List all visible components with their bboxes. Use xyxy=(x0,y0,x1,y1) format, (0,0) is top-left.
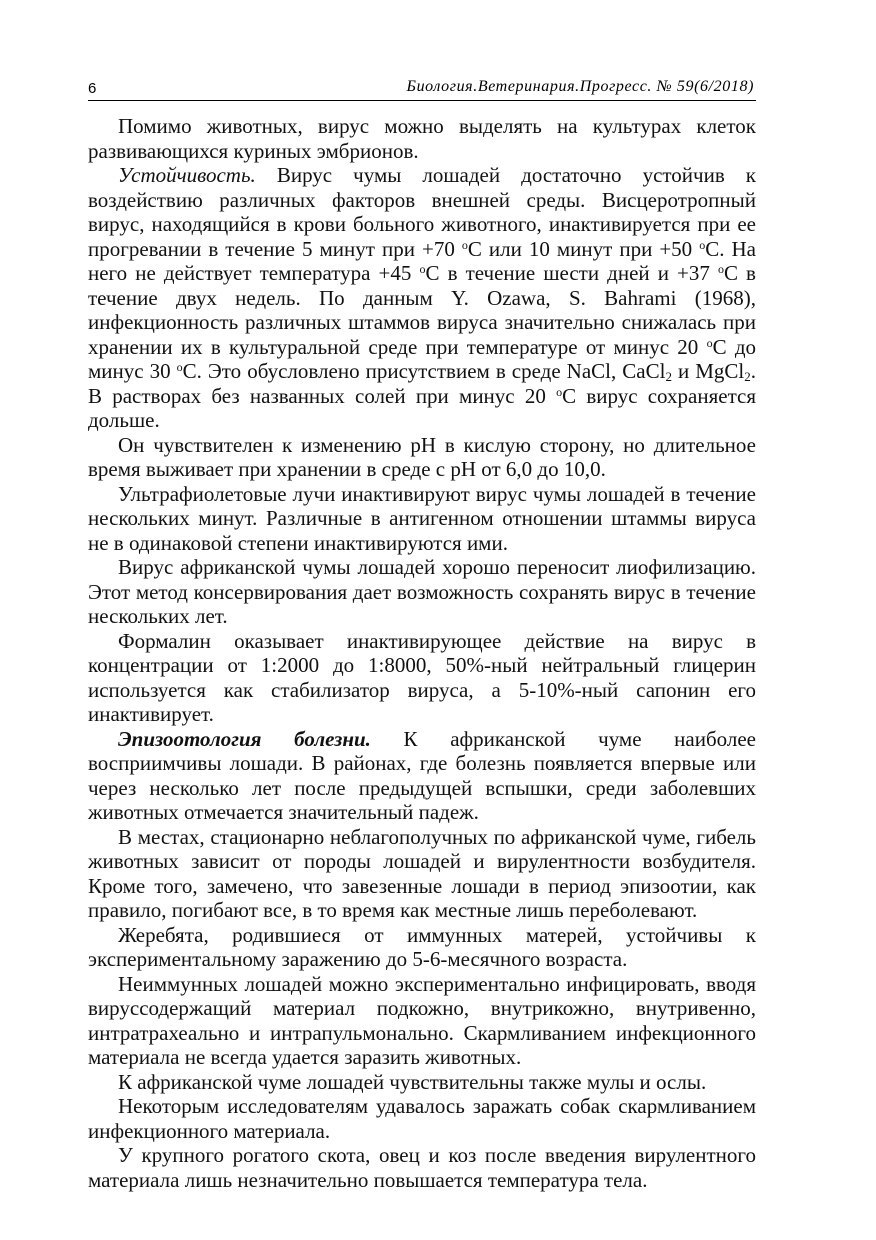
paragraph-cattle: У крупного рогатого скота, овец и коз после введения вирулентного материала лишь незначительно повышается температура тела. xyxy=(88,1143,756,1192)
page-number: 6 xyxy=(88,80,97,97)
degree-sign: о xyxy=(556,384,563,399)
text-run: К африканской чуме наиболее восприимчивы лошади. В районах, где болезнь появляется впервые или через несколько лет после предыдущей вспышки, среди заболевших животных отмечается значительный падеж. xyxy=(88,726,756,824)
degree-sign: о xyxy=(706,335,713,350)
paragraph-lyophilization: Вирус африканской чумы лошадей хорошо переносит лиофилизацию. Этот метод консервирования дает возможность сохранять вирус в течение нескольких лет. xyxy=(88,555,756,628)
text-run: С вирус сохраняется дольше. xyxy=(88,383,756,432)
degree-sign: о xyxy=(717,262,724,276)
running-header xyxy=(88,78,756,101)
paragraph-formalin: Формалин оказывает инактивирующее действие на вирус в концентрации от 1:2000 до 1:8000, 50%-ный нейтральный глицерин используется как стабилизатор вируса, а 5-10%-ный сапонин его инактивирует. xyxy=(88,628,756,726)
section-heading-stability: Устойчивость. xyxy=(118,163,256,187)
section-heading-epizootology: Эпизоотология болезни. xyxy=(118,726,371,751)
text-run: С или 10 минут при +50 xyxy=(467,236,700,261)
paragraph-infection-routes: Неиммунных лошадей можно экспериментально инфицировать, вводя вируссодержащий материал подкожно, внутрикожно, внутривенно, интратрахеально и интрапульмонально. Скармливанием инфекционного материала не всегда удается заразить животных. xyxy=(88,971,756,1069)
article-body xyxy=(88,114,756,1192)
paragraph-endemic: В местах, стационарно неблагополучных по африканской чуме, гибель животных зависит от породы лошадей и вирулентности возбудителя. Кроме того, замечено, что завезенные лошади в период эпизоотии, как правило, погибают все, в то время как местные лишь переболевают. xyxy=(88,824,756,922)
degree-sign: о xyxy=(176,360,183,374)
text-run: С. Это обусловлено присутствием в среде NaCl, CaCl xyxy=(182,359,666,383)
text-run: С в течение шести дней и +37 xyxy=(425,261,718,285)
subscript-two: 2 xyxy=(665,369,672,384)
journal-title: Биология.Ветеринария.Прогресс. № 59(6/2018) xyxy=(406,78,754,95)
paragraph-ph: Он чувствителен к изменению pH в кислую сторону, но длительное время выживает при хранении в среде с pH от 6,0 до 10,0. xyxy=(88,432,756,481)
paragraph-culture: Помимо животных, вирус можно выделять на культурах клеток развивающихся куриных эмбрионов. xyxy=(88,114,756,163)
text-run: С в течение двух недель. По данным Y. Ozawa, S. Bahrami (1968), инфекционность различных штаммов вируса значительно снижалась при хранении их в культуральной среде при температуре от минус 20 xyxy=(88,261,756,359)
paragraph-mules: К африканской чуме лошадей чувствительны также мулы и ослы. xyxy=(118,1069,707,1094)
paragraph-epizootology xyxy=(88,727,756,825)
text-run: . В растворах без названных солей при минус 20 xyxy=(88,359,756,408)
text-run: С. На него не действует температура +45 xyxy=(88,236,756,285)
degree-sign: о xyxy=(461,237,468,252)
paragraph-foals: Жеребята, родившиеся от иммунных матерей, устойчивы к экспериментальному заражению до 5-6-месячного возраста. xyxy=(88,922,756,971)
paragraph-ultraviolet: Ультрафиолетовые лучи инактивируют вирус чумы лошадей в течение нескольких минут. Различные в антигенном отношении штаммы вируса не в одинаковой степени инактивируются ими. xyxy=(88,481,756,555)
text-run: С до минус 30 xyxy=(88,334,756,383)
degree-sign: о xyxy=(699,237,706,252)
text-run: и MgCl xyxy=(671,359,745,383)
text-run: Вирус чумы лошадей достаточно устойчив к воздействию различных факторов внешней среды. Висцеротропный вирус, находящийся в крови больного животного, инактивируется при ее прогревании в течение 5 минут при +70 xyxy=(88,163,756,261)
subscript-two: 2 xyxy=(744,369,751,384)
degree-sign: о xyxy=(419,262,426,276)
paragraph-stability xyxy=(88,163,756,433)
paragraph-dogs: Некоторым исследователям удавалось заражать собак скармливанием инфекционного материала. xyxy=(88,1094,756,1143)
